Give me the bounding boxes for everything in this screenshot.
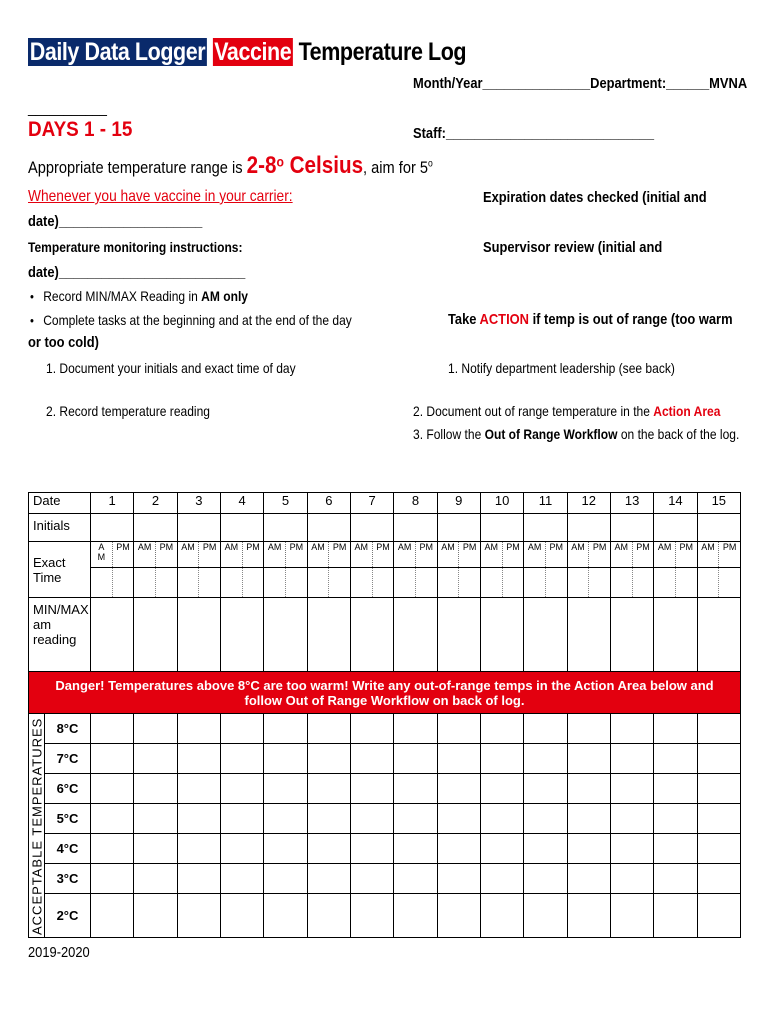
- temp-cell[interactable]: [220, 834, 263, 864]
- temp-cell[interactable]: [524, 744, 567, 774]
- am-label: AM: [351, 542, 373, 567]
- temp-cell[interactable]: [177, 774, 220, 804]
- time-entry-cell[interactable]: [134, 568, 177, 598]
- staff-field: Staff:_____________________________: [413, 125, 655, 142]
- temp-cell[interactable]: [220, 894, 263, 938]
- pm-label: PM: [506, 542, 520, 552]
- exact-time-row: [29, 542, 741, 568]
- time-entry-cell[interactable]: [177, 568, 220, 598]
- temp-cell[interactable]: [91, 864, 134, 894]
- days-range: DAYS 1 - 15: [28, 118, 133, 141]
- temperature-log-table: [28, 492, 741, 938]
- am-label: AM: [438, 542, 460, 567]
- temp-cell[interactable]: [307, 864, 350, 894]
- temp-cell[interactable]: [350, 834, 393, 864]
- temp-cell[interactable]: [264, 774, 307, 804]
- range-suffix: , aim for 5: [363, 158, 429, 177]
- temp-cell[interactable]: [480, 744, 523, 774]
- am-label: AM: [134, 542, 156, 567]
- temp-cell[interactable]: [567, 864, 610, 894]
- minmax-cell[interactable]: [697, 598, 740, 672]
- temp-cell[interactable]: [524, 894, 567, 938]
- minmax-cell[interactable]: [524, 598, 567, 672]
- pm-label: PM: [202, 542, 217, 552]
- temp-row: [29, 894, 741, 938]
- temp-cell[interactable]: [610, 714, 653, 744]
- temp-cell[interactable]: [654, 834, 697, 864]
- temp-cell[interactable]: [91, 744, 134, 774]
- temp-cell[interactable]: [307, 714, 350, 744]
- initials-row: [29, 514, 741, 542]
- temp-cell[interactable]: [264, 744, 307, 774]
- temp-cell[interactable]: [480, 834, 523, 864]
- initials-cell[interactable]: [480, 514, 523, 542]
- carrier-note: Whenever you have vaccine in your carrier:: [28, 188, 293, 205]
- temp-cell[interactable]: [134, 714, 177, 744]
- temp-cell[interactable]: [177, 804, 220, 834]
- day-header: 15: [697, 493, 740, 514]
- am-pm-cell: [524, 542, 567, 568]
- time-entry-cell[interactable]: [524, 568, 567, 598]
- am-pm-cell: [350, 542, 393, 568]
- month-year-department: Month/Year_______________Department:______MVNA: [413, 75, 748, 92]
- temp-cell[interactable]: [524, 804, 567, 834]
- temp-row: [29, 834, 741, 864]
- take-action: [448, 311, 733, 328]
- temp-cell[interactable]: [220, 804, 263, 834]
- initials-cell[interactable]: [394, 514, 437, 542]
- temp-cell[interactable]: [264, 714, 307, 744]
- temp-cell[interactable]: [437, 894, 480, 938]
- temp-label: 3°C: [45, 864, 91, 894]
- am-pm-cell: [134, 542, 177, 568]
- initials-cell[interactable]: [697, 514, 740, 542]
- temp-cell[interactable]: [697, 834, 740, 864]
- year-footer: 2019-2020: [28, 944, 90, 961]
- temp-cell[interactable]: [480, 804, 523, 834]
- minmax-cell[interactable]: [350, 598, 393, 672]
- supervisor-review: Supervisor review (initial and: [483, 239, 663, 256]
- am-pm-cell: [91, 542, 134, 568]
- am-pm-cell: [264, 542, 307, 568]
- pm-label: PM: [462, 542, 477, 552]
- am-label: AM: [524, 542, 546, 567]
- am-label: AM: [178, 542, 200, 567]
- right-step-2: [413, 403, 720, 419]
- temp-cell[interactable]: [654, 864, 697, 894]
- temp-label: 5°C: [45, 804, 91, 834]
- temp-cell[interactable]: [264, 894, 307, 938]
- title-part1: Daily Data Logger: [29, 38, 206, 66]
- step-2: 2. Record temperature reading: [46, 403, 210, 419]
- bullet-tasks: [30, 312, 352, 328]
- date-line-1: date)____________________: [28, 213, 203, 230]
- time-entry-cell[interactable]: [91, 568, 134, 598]
- minmax-cell[interactable]: [437, 598, 480, 672]
- temp-cell[interactable]: [697, 714, 740, 744]
- temp-cell[interactable]: [134, 834, 177, 864]
- time-entry-cell[interactable]: [654, 568, 697, 598]
- time-entry-cell[interactable]: [220, 568, 263, 598]
- day-header: 7: [350, 493, 393, 514]
- temp-cell[interactable]: [394, 774, 437, 804]
- date-row: [29, 493, 741, 514]
- time-entry-cell[interactable]: [264, 568, 307, 598]
- date-line-2: date)__________________________: [28, 264, 246, 281]
- temp-cell[interactable]: [654, 714, 697, 744]
- am-label: AM: [568, 542, 590, 567]
- range-prefix: Appropriate temperature range is: [28, 158, 247, 177]
- temp-cell[interactable]: [610, 864, 653, 894]
- temp-cell[interactable]: [350, 714, 393, 744]
- temp-cell[interactable]: [610, 804, 653, 834]
- range-unit: Celsius: [283, 152, 364, 179]
- initials-cell[interactable]: [524, 514, 567, 542]
- am-label: AM: [264, 542, 286, 567]
- range-sup: o: [276, 154, 284, 171]
- temp-cell[interactable]: [350, 864, 393, 894]
- temp-cell[interactable]: [350, 774, 393, 804]
- bullet-minmax: [30, 288, 248, 304]
- day-header: 11: [524, 493, 567, 514]
- temp-cell[interactable]: [697, 804, 740, 834]
- am-pm-cell: [610, 542, 653, 568]
- minmax-cell[interactable]: [264, 598, 307, 672]
- temp-cell[interactable]: [350, 744, 393, 774]
- temp-cell[interactable]: [437, 714, 480, 744]
- day-header: 13: [610, 493, 653, 514]
- temp-cell[interactable]: [134, 894, 177, 938]
- day-header: 9: [437, 493, 480, 514]
- temp-cell[interactable]: [91, 774, 134, 804]
- time-entry-cell[interactable]: [610, 568, 653, 598]
- action-pre: Take: [448, 311, 480, 328]
- am-label: AM: [308, 542, 330, 567]
- underline-continuation: ___________: [28, 100, 107, 117]
- temp-cell[interactable]: [220, 714, 263, 744]
- day-header: 4: [220, 493, 263, 514]
- acceptable-temperatures-label: ACCEPTABLE TEMPERATURES: [29, 714, 45, 938]
- am-label: AM: [611, 542, 633, 567]
- temp-cell[interactable]: [524, 864, 567, 894]
- initials-cell[interactable]: [134, 514, 177, 542]
- temp-row: [29, 714, 741, 744]
- minmax-cell[interactable]: [567, 598, 610, 672]
- temp-cell[interactable]: [610, 834, 653, 864]
- pm-label: PM: [376, 542, 390, 552]
- am-pm-cell: [654, 542, 697, 568]
- temp-cell[interactable]: [480, 774, 523, 804]
- date-label: Date: [29, 493, 91, 514]
- temp-cell[interactable]: [567, 834, 610, 864]
- step-1: 1. Document your initials and exact time of day: [46, 360, 296, 376]
- temp-cell[interactable]: [134, 804, 177, 834]
- r3-post: on the back of the log.: [617, 426, 740, 442]
- time-entry-cell[interactable]: [394, 568, 437, 598]
- temp-cell[interactable]: [567, 744, 610, 774]
- temp-cell[interactable]: [394, 804, 437, 834]
- initials-cell[interactable]: [350, 514, 393, 542]
- temp-cell[interactable]: [524, 714, 567, 744]
- temp-label: 8°C: [45, 714, 91, 744]
- temp-cell[interactable]: [307, 834, 350, 864]
- pm-label: PM: [592, 542, 607, 552]
- temp-cell[interactable]: [220, 774, 263, 804]
- pm-label: PM: [159, 542, 174, 552]
- temp-cell[interactable]: [654, 774, 697, 804]
- temp-row: [29, 804, 741, 834]
- pm-label: PM: [116, 542, 130, 552]
- temp-cell[interactable]: [567, 804, 610, 834]
- temp-cell[interactable]: [697, 774, 740, 804]
- temp-cell[interactable]: [91, 894, 134, 938]
- day-header: 5: [264, 493, 307, 514]
- temp-cell[interactable]: [654, 744, 697, 774]
- temp-cell[interactable]: [394, 894, 437, 938]
- am-pm-cell: [480, 542, 523, 568]
- exact-time-entry-row: [29, 568, 741, 598]
- temp-cell[interactable]: [307, 804, 350, 834]
- temp-label: 4°C: [45, 834, 91, 864]
- pm-label: PM: [722, 542, 737, 552]
- am-label: A M: [91, 542, 113, 567]
- temp-cell[interactable]: [567, 714, 610, 744]
- bullet1-text: Record MIN/MAX Reading in: [43, 288, 202, 304]
- temp-cell[interactable]: [177, 894, 220, 938]
- page-title: [28, 38, 466, 67]
- temp-cell[interactable]: [91, 714, 134, 744]
- initials-cell[interactable]: [654, 514, 697, 542]
- time-entry-cell[interactable]: [697, 568, 740, 598]
- temp-cell[interactable]: [654, 894, 697, 938]
- day-header: 2: [134, 493, 177, 514]
- title-part3: Temperature Log: [298, 38, 467, 66]
- day-header: 6: [307, 493, 350, 514]
- pm-label: PM: [332, 542, 347, 552]
- temp-cell[interactable]: [91, 804, 134, 834]
- danger-text: Danger! Temperatures above 8°C are too warm! Write any out-of-range temps in the Action Area below and follow Out of Range Workflow on back of log.: [55, 677, 714, 708]
- bullet2-text: Complete tasks at the beginning and at the end of the day: [43, 312, 352, 328]
- am-pm-cell: [394, 542, 437, 568]
- am-pm-cell: [437, 542, 480, 568]
- temp-cell[interactable]: [307, 774, 350, 804]
- initials-cell[interactable]: [567, 514, 610, 542]
- time-entry-cell[interactable]: [567, 568, 610, 598]
- temp-cell[interactable]: [610, 894, 653, 938]
- day-header: 14: [654, 493, 697, 514]
- day-header: 3: [177, 493, 220, 514]
- am-pm-cell: [177, 542, 220, 568]
- am-pm-cell: [307, 542, 350, 568]
- temp-cell[interactable]: [134, 774, 177, 804]
- pm-label: PM: [246, 542, 260, 552]
- pm-label: PM: [636, 542, 650, 552]
- temp-cell[interactable]: [697, 744, 740, 774]
- minmax-cell[interactable]: [177, 598, 220, 672]
- initials-cell[interactable]: [610, 514, 653, 542]
- temp-cell[interactable]: [437, 864, 480, 894]
- pm-label: PM: [549, 542, 564, 552]
- temp-cell[interactable]: [524, 774, 567, 804]
- temp-cell[interactable]: [350, 804, 393, 834]
- initials-cell[interactable]: [264, 514, 307, 542]
- day-header: 12: [567, 493, 610, 514]
- temp-cell[interactable]: [480, 894, 523, 938]
- am-pm-cell: [220, 542, 263, 568]
- temp-cell[interactable]: [177, 744, 220, 774]
- temp-cell[interactable]: [134, 744, 177, 774]
- right-step-1: 1. Notify department leadership (see back): [448, 360, 675, 376]
- temp-cell[interactable]: [654, 804, 697, 834]
- temp-cell[interactable]: [480, 864, 523, 894]
- minmax-cell[interactable]: [220, 598, 263, 672]
- temp-cell[interactable]: [567, 774, 610, 804]
- initials-cell[interactable]: [177, 514, 220, 542]
- temp-cell[interactable]: [610, 744, 653, 774]
- day-header: 10: [480, 493, 523, 514]
- danger-banner: [29, 672, 741, 714]
- am-label: AM: [481, 542, 503, 567]
- monitoring-instructions: Temperature monitoring instructions:: [28, 239, 243, 255]
- temp-cell[interactable]: [220, 864, 263, 894]
- temp-cell[interactable]: [177, 834, 220, 864]
- temp-row: [29, 774, 741, 804]
- bullet1-bold: AM only: [201, 288, 248, 304]
- minmax-cell[interactable]: [394, 598, 437, 672]
- action-word: ACTION: [479, 311, 530, 328]
- minmax-cell[interactable]: [134, 598, 177, 672]
- am-pm-cell: [567, 542, 610, 568]
- minmax-label: MIN/MAX am reading: [29, 598, 91, 672]
- exact-time-label: Exact Time: [29, 542, 91, 598]
- temp-cell[interactable]: [394, 714, 437, 744]
- temp-cell[interactable]: [350, 894, 393, 938]
- danger-row: [29, 672, 741, 714]
- temp-cell[interactable]: [480, 714, 523, 744]
- r2-red: Action Area: [653, 403, 721, 419]
- minmax-cell[interactable]: [480, 598, 523, 672]
- bullet-dot-icon: •: [30, 289, 44, 304]
- range-suffix-sup: o: [428, 158, 433, 170]
- temp-cell[interactable]: [524, 834, 567, 864]
- temp-cell[interactable]: [220, 744, 263, 774]
- temp-cell[interactable]: [697, 864, 740, 894]
- temp-cell[interactable]: [307, 744, 350, 774]
- title-part2: Vaccine: [214, 38, 292, 66]
- time-entry-cell[interactable]: [480, 568, 523, 598]
- initials-cell[interactable]: [220, 514, 263, 542]
- am-label: AM: [698, 542, 720, 567]
- temp-cell[interactable]: [264, 834, 307, 864]
- right-step-3: [413, 426, 739, 442]
- temp-cell[interactable]: [177, 714, 220, 744]
- temp-cell[interactable]: [437, 804, 480, 834]
- pm-label: PM: [289, 542, 304, 552]
- temp-cell[interactable]: [437, 744, 480, 774]
- bullet-dot-icon: •: [30, 313, 44, 328]
- r2-pre: 2. Document out of range temperature in the: [413, 403, 654, 419]
- am-pm-cell: [697, 542, 740, 568]
- temp-cell[interactable]: [394, 864, 437, 894]
- temp-cell[interactable]: [91, 834, 134, 864]
- temp-cell[interactable]: [177, 864, 220, 894]
- r3-bold: Out of Range Workflow: [484, 426, 618, 442]
- temp-cell[interactable]: [264, 804, 307, 834]
- minmax-cell[interactable]: [307, 598, 350, 672]
- temp-cell[interactable]: [610, 774, 653, 804]
- time-entry-cell[interactable]: [307, 568, 350, 598]
- am-label: AM: [221, 542, 243, 567]
- initials-cell[interactable]: [437, 514, 480, 542]
- day-header: 8: [394, 493, 437, 514]
- minmax-cell[interactable]: [91, 598, 134, 672]
- temp-cell[interactable]: [437, 834, 480, 864]
- temp-cell[interactable]: [264, 864, 307, 894]
- temp-cell[interactable]: [567, 894, 610, 938]
- temp-cell[interactable]: [134, 864, 177, 894]
- too-cold: or too cold): [28, 334, 99, 351]
- temp-cell[interactable]: [697, 894, 740, 938]
- minmax-cell[interactable]: [654, 598, 697, 672]
- expiration-dates: Expiration dates checked (initial and: [483, 189, 707, 206]
- minmax-row: [29, 598, 741, 672]
- am-label: AM: [394, 542, 416, 567]
- time-entry-cell[interactable]: [437, 568, 480, 598]
- am-label: AM: [654, 542, 676, 567]
- range-value: 2-8: [246, 152, 277, 179]
- pm-label: PM: [419, 542, 434, 552]
- minmax-cell[interactable]: [610, 598, 653, 672]
- action-post: if temp is out of range (too warm: [529, 311, 733, 328]
- temp-label: 2°C: [45, 894, 91, 938]
- temp-cell[interactable]: [307, 894, 350, 938]
- initials-cell[interactable]: [91, 514, 134, 542]
- temp-label: 7°C: [45, 744, 91, 774]
- temp-cell[interactable]: [394, 744, 437, 774]
- temperature-range: [28, 152, 433, 180]
- r3-pre: 3. Follow the: [413, 426, 485, 442]
- temp-cell[interactable]: [394, 834, 437, 864]
- pm-label: PM: [679, 542, 694, 552]
- time-entry-cell[interactable]: [350, 568, 393, 598]
- temp-row: [29, 864, 741, 894]
- day-header: 1: [91, 493, 134, 514]
- temp-row: [29, 744, 741, 774]
- temp-cell[interactable]: [437, 774, 480, 804]
- temp-label: 6°C: [45, 774, 91, 804]
- initials-cell[interactable]: [307, 514, 350, 542]
- initials-label: Initials: [29, 514, 91, 542]
